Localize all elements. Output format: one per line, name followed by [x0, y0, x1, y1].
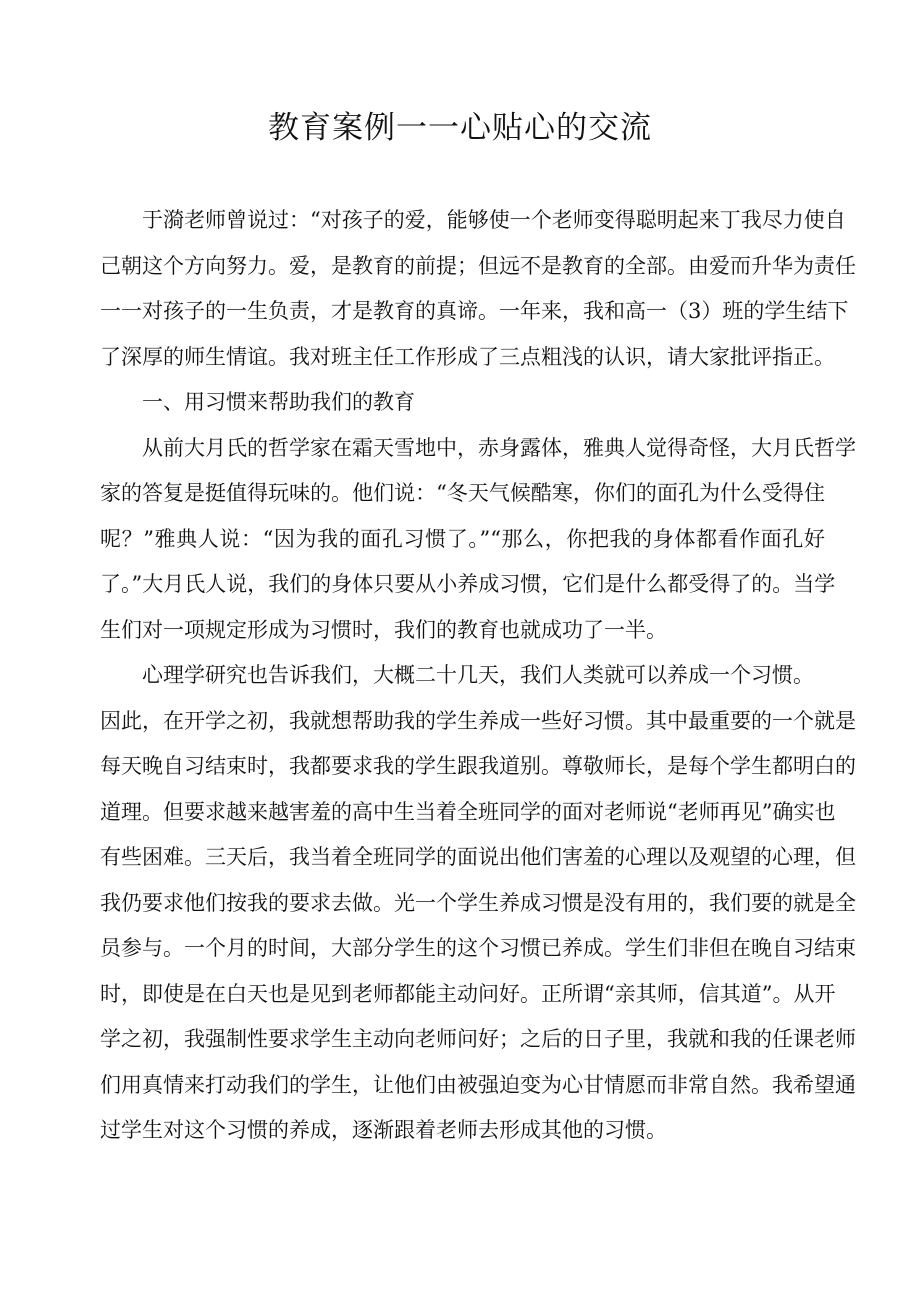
text-line: 了。”大月氏人说，我们的身体只要从小养成习惯，它们是什么都受得了的。当学 [100, 572, 836, 596]
text-line: 员参与。一个月的时间，大部分学生的这个习惯已养成。学生们非但在晚自习结束 [100, 936, 856, 960]
text-line: 有些困难。三天后，我当着全班同学的面说出他们害羞的心理以及观望的心理，但 [100, 845, 856, 869]
paragraph-philosopher [100, 426, 856, 654]
text-line: 了深厚的师生情谊。我对班主任工作形成了三点粗浅的认识，请大家批评指正。 [100, 344, 835, 369]
text-line: 己朝这个方向努力。爱，是教育的前提；但远不是教育的全部。由爱而升华为责任 [100, 253, 856, 278]
text-line: 道理。但要求越来越害羞的高中生当着全班同学的面对老师说“老师再见”确实也 [100, 799, 836, 824]
text-line: 们用真情来打动我们的学生，让他们由被强迫变为心甘情愿而非常自然。我希望通 [100, 1072, 856, 1097]
text-line: 时，即使是在白天也是见到老师都能主动问好。正所谓“亲其师，信其道”。从开 [100, 981, 836, 1006]
text-line: 于漪老师曾说过：“对孩子的爱，能够使一个老师变得聪明起来丁我尽力使自 [142, 208, 846, 232]
text-line: 一、用习惯来帮助我们的教育 [142, 390, 415, 414]
document-body [100, 198, 856, 1154]
paragraph-psychology [100, 653, 825, 699]
document-title: 教育案例一一心贴心的交流 [268, 110, 652, 146]
text-line: 生们对一项规定形成为习惯时，我们的教育也就成功了一半。 [100, 617, 667, 642]
text-line: 我仍要求他们按我的要求去做。光一个学生养成习惯是没有用的，我们要的就是全 [100, 890, 856, 915]
text-line: 每天晚自习结束时，我都要求我的学生跟我道别。尊敬师长，是每个学生都明白的 [100, 754, 856, 778]
text-line: 家的答复是挺值得玩味的。他们说：“冬天气候酷寒，你们的面孔为什么受得住 [100, 481, 825, 505]
section-heading [100, 380, 825, 426]
text-line: 过学生对这个习惯的养成，逐渐跟着老师去形成其他的习惯。 [100, 1118, 667, 1142]
text-line: 心理学研究也告诉我们，大概二十几天，我们人类就可以养成一个习惯。 [142, 663, 814, 687]
text-line: 学之初，我强制性要求学生主动向老师问好；之后的日子里，我就和我的任课老师 [100, 1027, 856, 1051]
paragraph-habit [100, 699, 856, 1154]
text-line: 呢？”雅典人说：“因为我的面孔习惯了。”“那么，你把我的身体都看作面孔好 [100, 526, 825, 551]
paragraph-intro [100, 198, 856, 380]
text-line: 一一对孩子的一生负责，才是教育的真谛。一年来，我和高一（3）班的学生结下 [100, 299, 849, 323]
text-line: 从前大月氏的哲学家在霜天雪地中，赤身露体，雅典人觉得奇怪，大月氏哲学 [142, 435, 856, 460]
text-line: 因此，在开学之初，我就想帮助我的学生养成一些好习惯。其中最重要的一个就是 [100, 708, 856, 733]
